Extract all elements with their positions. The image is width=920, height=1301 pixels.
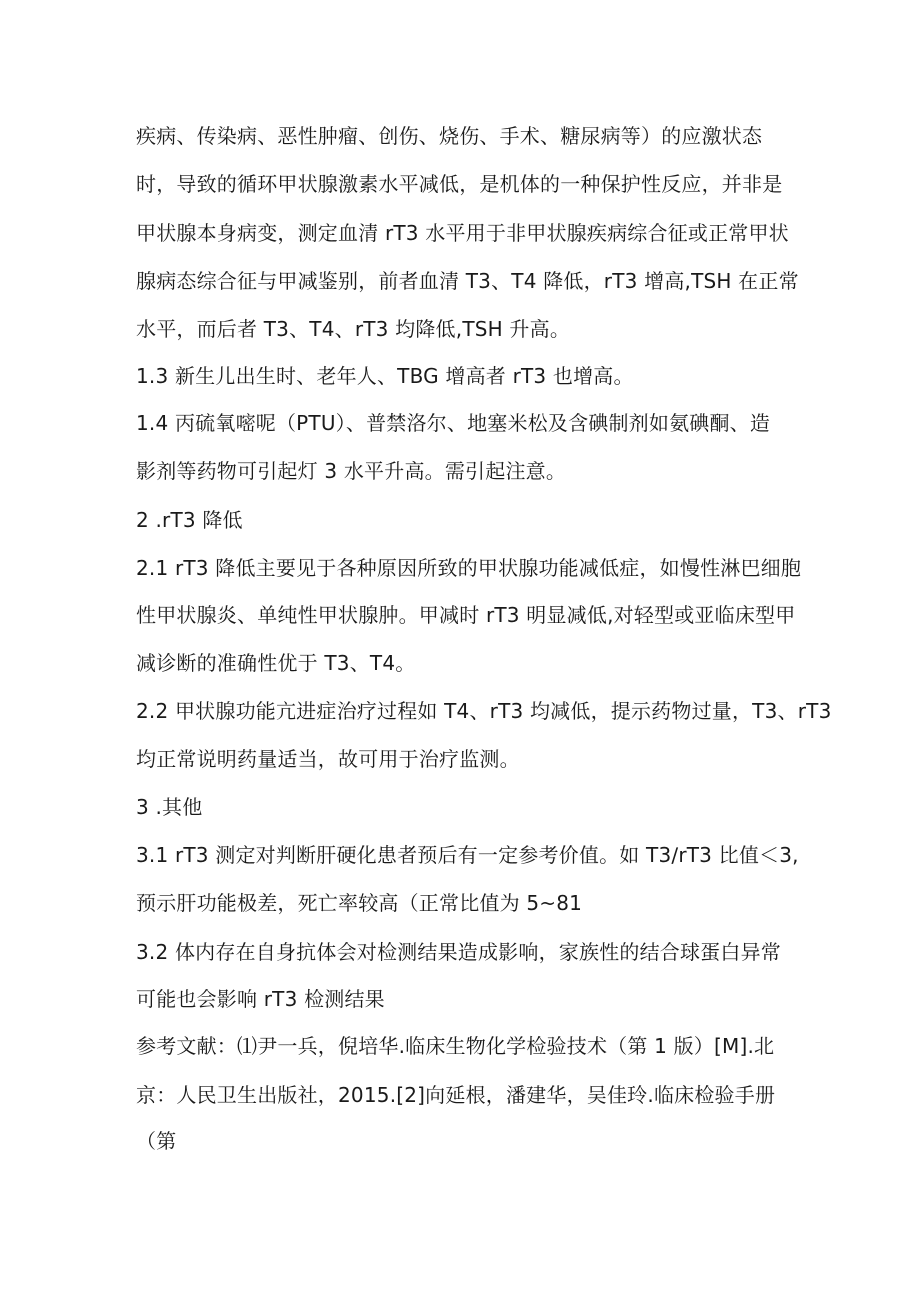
text-line: 3.1 rT3 测定对判断肝硬化患者预后有一定参考价值。如 T3∕rT3 比值＜3, xyxy=(136,843,799,867)
text-line: 1.4 丙硫氧嘧呢（PTU）、普禁洛尔、地塞米松及含碘制剂如氨碘酮、造 xyxy=(136,411,771,435)
text-line: 2.2 甲状腺功能亢进症治疗过程如 T4、rT3 均减低，提示药物过量，T3、rT3 xyxy=(136,699,832,723)
reference-line: 参考文献：⑴尹一兵，倪培华.临床生物化学检验技术（第 1 版）[M].北 xyxy=(136,1034,775,1058)
text-line: 3.2 体内存在自身抗体会对检测结果造成影响，家族性的结合球蛋白异常 xyxy=(136,940,781,964)
section-heading: 2 .rT3 降低 xyxy=(136,508,243,532)
text-line: 水平，而后者 T3、T4、rT3 均降低,TSH 升高。 xyxy=(136,317,571,341)
text-line: 甲状腺本身病变，测定血清 rT3 水平用于非甲状腺疾病综合征或正常甲状 xyxy=(136,221,789,245)
text-line: 减诊断的准确性优于 T3、T4。 xyxy=(136,651,416,675)
text-line: 时，导致的循环甲状腺激素水平减低，是机体的一种保护性反应，并非是 xyxy=(136,172,783,196)
text-line: 可能也会影响 rT3 检测结果 xyxy=(136,987,385,1011)
text-line: 腺病态综合征与甲减鉴别，前者血清 T3、T4 降低，rT3 增高,TSH 在正常 xyxy=(136,269,799,293)
text-line: 1.3 新生儿出生时、老年人、TBG 增高者 rT3 也增高。 xyxy=(136,364,634,388)
text-line: 性甲状腺炎、单纯性甲状腺肿。甲减时 rT3 明显减低,对轻型或亚临床型甲 xyxy=(136,603,796,627)
section-heading: 3 .其他 xyxy=(136,795,203,819)
text-line: 疾病、传染病、恶性肿瘤、创伤、烧伤、手术、糖尿病等）的应激状态 xyxy=(136,124,763,148)
text-line: 影剂等药物可引起灯 3 水平升高。需引起注意。 xyxy=(136,459,567,483)
text-line: 2.1 rT3 降低主要见于各种原因所致的甲状腺功能减低症，如慢性淋巴细胞 xyxy=(136,556,802,580)
reference-line: 京：人民卫生出版社，2015.[2]向延根，潘建华，吴佳玲.临床检验手册 xyxy=(136,1083,776,1107)
reference-line: （第 xyxy=(136,1129,177,1153)
text-line: 均正常说明药量适当，故可用于治疗监测。 xyxy=(136,747,520,771)
text-line: 预示肝功能极差，死亡率较高（正常比值为 5~81 xyxy=(136,891,583,915)
